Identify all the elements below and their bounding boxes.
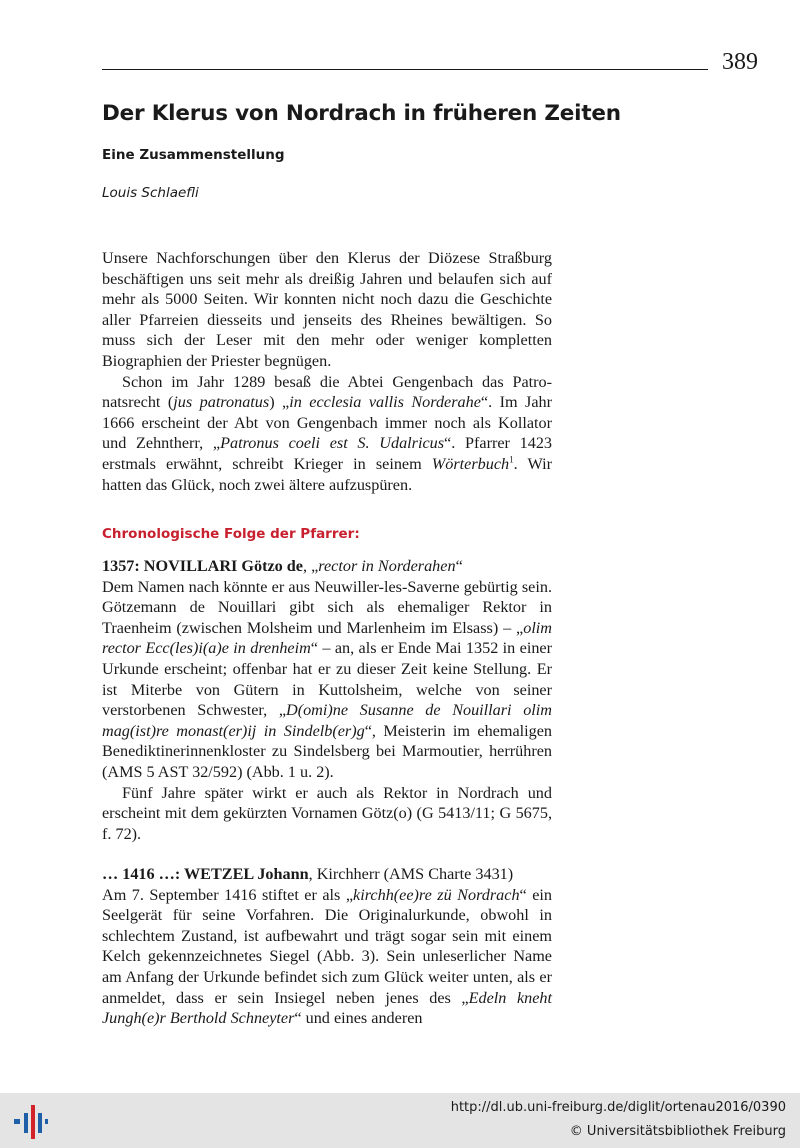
entry-wetzel-heading: … 1416 …: WETZEL Johann, Kirchherr (AMS Charte 3431) xyxy=(102,865,514,883)
footer-bar xyxy=(0,1093,800,1148)
article-subtitle: Eine Zusammenstellung xyxy=(102,147,285,163)
entry-novillari-heading: 1357: NOVILLARI Götzo de, „rector in Norderahen“ xyxy=(102,557,463,575)
entry-novillari xyxy=(102,556,552,844)
ub-freiburg-logo-icon xyxy=(14,1101,48,1141)
entry-novillari-paragraph-2: Fünf Jahre später wirkt er auch als Rektor in Nordrach und erscheint mit dem gekürzten Vornamen Götz(o) (G 5413/11; G 5675, f. 72). xyxy=(102,783,552,843)
footnote-ref[interactable]: 1 xyxy=(509,454,514,465)
copyright-text: © Universitätsbibliothek Freiburg xyxy=(569,1124,786,1139)
article-author: Louis Schlaefli xyxy=(102,185,199,201)
header-rule xyxy=(102,69,708,70)
intro-paragraph-1: Unsere Nachforschungen über den Klerus der Diözese Straßburg beschäftigen uns seit mehr als dreißig Jahren und belaufen sich auf mehr als 5000 Seiten. Wir konnten nicht noch dazu die Geschichte aller Pfarreien diesseits und jenseits des Rheines bewältigen. So muss sich der Leser mit den mehr oder weniger kompletten Biographien der Priester begnügen. xyxy=(102,249,552,370)
entry-wetzel xyxy=(102,864,552,1029)
intro-section xyxy=(102,248,552,495)
entry-wetzel-paragraph-1: Am 7. September 1416 stiftet er als „kirchh(ee)re zü Nordrach“ ein Seelgerät für seine Vorfahren. Die Originalurkunde, obwohl in schlechtem Zustand, ist aufbewahrt und trägt sogar sein mit einem Kelch gekennzeichnetes Siegel (Abb. 3). Sein unleserlicher Name am Anfang der Urkunde befindet sich zum Glück weiter unten, als er anmeldet, dass er sein Insiegel neben jenes des „Edeln kneht Jungh(e)r Berthold Schneyter“ und eines anderen xyxy=(102,885,553,1028)
chronology-heading: Chronologische Folge der Pfarrer: xyxy=(102,526,360,542)
article-title: Der Klerus von Nordrach in früheren Zeiten xyxy=(102,101,621,126)
source-url-link[interactable]: http://dl.ub.uni-freiburg.de/diglit/ortenau2016/0390 xyxy=(450,1100,786,1115)
entry-novillari-paragraph-1: Dem Namen nach könnte er aus Neuwiller-les-Saverne gebürtig sein. Götzemann de Nouillari gibt sich als ehemaliger Rektor in Traenheim (zwischen Molsheim und Marlenheim im Elsass) – „olim rector Ecc(les)i(a)e in drenheim“ – an, als er Ende Mai 1352 in einer Urkunde erscheint; offenbar hat er zu dieser Zeit keine Stellung. Er ist Miterbe von Gütern in Kuttolsheim, welche von seiner verstorbenen Schwester, „D(omi)ne Susanne de Nouillari olim mag(ist)re monast(er)ij in Sindelb(er)g“, Meisterin im ehemaligen Benediktinerinnenkloster zu Sindelsberg bei Marmoutier, herrühren (AMS 5 AST 32/592) (Abb. 1 u. 2). xyxy=(102,577,552,781)
page-number: 389 xyxy=(722,49,758,75)
intro-paragraph-2: Schon im Jahr 1289 besaß die Abtei Gengenbach das Patronatsrecht (jus patronatus) „in ecclesia vallis Norderahe“. Im Jahr 1666 erscheint der Abt von Gengenbach immer noch als Kollator und Zehntherr, „Patronus coeli est S. Udalricus“. Pfarrer 1423 erstmals erwähnt, schreibt Krieger in seinem Wörterbuch$^1$. Wir hatten das Glück, noch zwei ältere aufzuspüren. xyxy=(102,372,553,494)
